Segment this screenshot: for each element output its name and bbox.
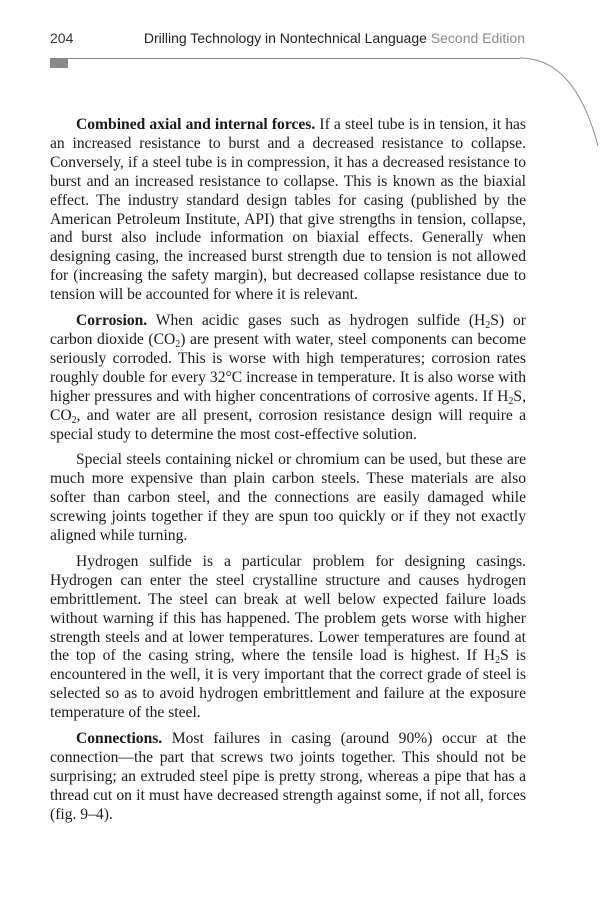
header-mark — [50, 58, 68, 68]
page-number: 204 — [50, 30, 74, 46]
text-segment: S) or carbon dioxide (CO — [50, 312, 526, 348]
edition-label: Second Edition — [430, 30, 525, 46]
run-in-heading-corrosion: Corrosion. — [76, 312, 148, 330]
paragraph-corrosion — [50, 312, 526, 444]
subscript: 2 — [508, 395, 514, 407]
text-segment: S is encountered in the well, it is very important that the correct grade of steel is selected so as to avoid hydrogen embrittlement and failure at the exposure temperature of the steel. — [50, 647, 526, 722]
paragraph-combined-forces — [50, 116, 526, 305]
run-in-heading-combined-forces: Combined axial and internal forces. — [76, 116, 316, 133]
text-segment: ) are present with water, steel components can become seriously corroded. This is worse with high temperatures; corrosion rates roughly double for every 32°C increase in temperature. It is also worse with higher pressures and with higher concentrations of corrosive agents. If H — [50, 330, 526, 405]
subscript: 2 — [71, 414, 77, 426]
subscript: 2 — [495, 655, 501, 667]
subscript: 2 — [485, 320, 491, 332]
book-title: Drilling Technology in Nontechnical Language — [143, 30, 427, 46]
paragraph-hydrogen-sulfide — [50, 553, 526, 723]
text-segment: When acidic gases such as hydrogen sulfide (H — [155, 312, 486, 330]
header-rule — [50, 58, 520, 59]
paragraph-special-steels — [50, 451, 526, 546]
running-header — [144, 30, 525, 46]
paragraph-connections — [50, 730, 526, 825]
paragraph-text: Special steels containing nickel or chromium can be used, but these are much more expensive than plain carbon steels. These materials are also softer than carbon steel, and the connections are easily damaged while screwing joints together if they are spun too quickly or if they not exactly aligned while turning. — [50, 451, 526, 545]
paragraph-text: Most failures in casing (around 90%) occur at the connection—the part that screws two joints together. This should not be surprising; an extruded steel pipe is pretty strong, whereas a pipe that has a thread cut on it must have decreased strength against some, if not all, forces (fig. 9–4). — [50, 730, 526, 823]
text-segment: Hydrogen sulfide is a particular problem for designing casings. Hydrogen can enter the steel crystalline structure and causes hydrogen embrittlement. The steel can break at well below expected failure loads without warning if this has happened. The problem gets worse with higher strength steels and at lower temperatures. Lower temperatures are found at the top of the casing string, where the tensile load is highest. If H — [50, 552, 526, 665]
text-segment: , and water are all present, corrosion resistance design will require a special study to determine the most cost-effective solution. — [50, 406, 526, 443]
text-segment: S, CO — [50, 387, 526, 424]
paragraph-text: If a steel tube is in tension, it has an increased resistance to burst and a decreased resistance to collapse. Conversely, if a steel tube is in compression, it has a decreased resistance to burst and an increased resistance to collapse. This is known as the biaxial effect. The industry standard design tables for casing (published by the American Petroleum Institute, API) that give strengths in tension, collapse, and burst also include information on biaxial effects. Generally when designing casing, the increased burst strength due to tension is not allowed for (increasing the safety margin), but decreased collapse resistance due to tension will be accounted for where it is relevant. — [50, 116, 526, 304]
body-text — [50, 116, 526, 832]
run-in-heading-connections: Connections. — [76, 730, 163, 748]
subscript: 2 — [175, 338, 181, 350]
